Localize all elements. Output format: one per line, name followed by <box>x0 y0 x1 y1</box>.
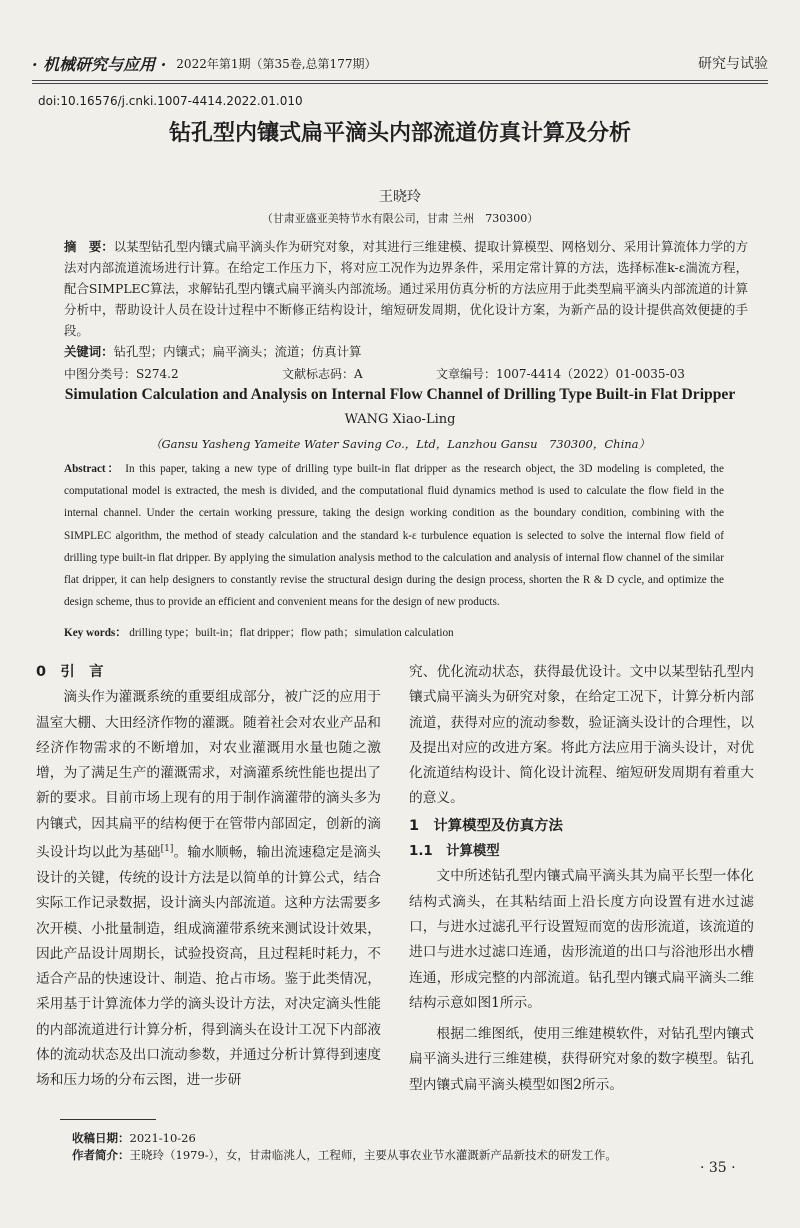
document-code: 文献标志码：A <box>282 367 363 381</box>
classification-row <box>64 365 748 383</box>
received-label: 收稿日期： <box>72 1131 130 1145</box>
footnote-author-bio <box>72 1147 772 1163</box>
body-column-right <box>409 660 754 1098</box>
running-header <box>32 50 768 76</box>
keywords-en <box>64 624 724 640</box>
author-cn: 王晓玲 <box>379 189 421 205</box>
issue-info: 2022年第1期（第35卷,总第177期） <box>176 56 377 71</box>
abstract-en-text: In this paper, taking a new type of drilling type built-in flat dripper as the research object, the 3D modeling is completed, the computational model is extracted, the mesh is divided, and the computational fluid dynamics method is used to calculate the flow field in the internal channel. Under the certain working pressure, taking the design working condition as the boundary condition, combining with the SIMPLEC algorithm, the method of steady calculation and the standard k-ε turbulence equation is selected to solve the internal flow field of drilling type built-in flat dripper. By applying the simulation analysis method to the calculation and analysis of internal flow channel of the similar flat dripper, it can help designers to constantly revise the structural design during the design process, shorten the R & D cycle, and optimize the design scheme, thus to provide an efficient and convenient means for the design of new products. <box>64 463 724 609</box>
abstract-cn-label: 摘 要： <box>64 239 114 254</box>
section-name: 研究与试验 <box>698 56 768 72</box>
footnote-received <box>72 1130 772 1146</box>
journal-name: · 机械研究与应用 · <box>32 54 167 74</box>
citation-ref: [1] <box>160 844 174 855</box>
keywords-cn <box>64 342 748 360</box>
author-en: WANG Xiao-Ling <box>344 412 456 427</box>
doi: doi:10.16576/j.cnki.1007-4414.2022.01.010 <box>38 94 303 108</box>
section-heading-introduction: 0 引 言 <box>36 664 104 680</box>
page-number: · 35 · <box>700 1160 736 1176</box>
introduction-text-cont: 。输水顺畅，输出流速稳定是滴头设计的关键，传统的设计方法是以简单的计算公式，结合实际工作记录数据，设计滴头内部流道。这种方法需要多次开模、小批量制造，组成滴灌带系统来测试设计效果，因此产品设计周期长，试验投资高，且过程耗时耗力，不适合产品的快速设计、制造、抢占市场。鉴于此类情况，采用基于计算流体力学的滴头设计方法，对决定滴头性能的内部流道进行计算分析，得到滴头在设计工况下内部液体的流动状态及出口流动参数，并通过分析计算得到速度场和压力场的分布云图，进一步研 <box>36 844 381 1089</box>
received-date: 2021-10-26 <box>129 1131 196 1145</box>
section-heading-method: 1 计算模型及仿真方法 <box>409 817 563 834</box>
article-number: 文章编号：1007-4414（2022）01-0035-03 <box>436 367 685 381</box>
abstract-en-label: Abstract： <box>64 463 121 475</box>
subsection-heading-model: 1.1 计算模型 <box>409 844 500 860</box>
bio-text: 王晓玲（1979-），女，甘肃临洮人，工程师，主要从事农业节水灌溉新产品新技术的研发工作。 <box>129 1148 617 1162</box>
title-en: Simulation Calculation and Analysis on Internal Flow Channel of Drilling Type Built-in Flat Dripper <box>64 386 736 403</box>
model-paragraph-2: 根据二维图纸，使用三维建模软件，对钻孔型内镶式扁平滴头进行三维建模，获得研究对象的数字模型。钻孔型内镶式扁平滴头模型如图2所示。 <box>409 1026 754 1093</box>
introduction-continued: 究、优化流动状态，获得最优设计。文中以某型钻孔型内镶式扁平滴头为研究对象，在给定工况下，计算分析内部流道，获得对应的流动参数，验证滴头设计的合理性，以及提出对应的改进方案。将此方法应用于滴头设计，对优化流道结构设计、简化设计流程、缩短研发周期有着重大的意义。 <box>409 664 754 807</box>
clc-number: 中图分类号：S274.2 <box>64 367 179 381</box>
abstract-cn <box>64 236 748 341</box>
keywords-cn-label: 关键词： <box>64 344 114 359</box>
footnote-rule <box>60 1119 156 1120</box>
header-rule <box>32 80 768 81</box>
keywords-en-label: Key words： <box>64 627 127 639</box>
model-paragraph-1: 文中所述钻孔型内镶式扁平滴头其为扁平长型一体化结构式滴头，在其粘结面上沿长度方向设置有进水过滤口，与进水过滤孔平行设置短而宽的齿形流道，该流道的进口与进水过滤口连通，齿形流道的出口与浴池形出水槽连通，形成完整的内部流道。钻孔型内镶式扁平滴头二维结构示意如图1所示。 <box>409 868 754 1011</box>
header-rule-thin <box>32 83 768 84</box>
title-cn: 钻孔型内镶式扁平滴头内部流道仿真计算及分析 <box>168 120 631 146</box>
keywords-en-text: drilling type；built-in；flat dripper；flow path；simulation calculation <box>129 627 454 639</box>
affiliation-en: （Gansu Yasheng Yameite Water Saving Co.，Ltd，Lanzhou Gansu 730300，China） <box>149 437 651 451</box>
introduction-text: 滴头作为灌溉系统的重要组成部分，被广泛的应用于温室大棚、大田经济作物的灌溉。随着社会对农业产品和经济作物需求的不断增加，对农业灌溉用水量也随之激增，为了满足生产的灌溉需求，对滴灌系统性能也提出了新的要求。目前市场上现有的用于制作滴灌带的滴头多为内镶式，因其扁平的结构便于在管带内部固定，创新的滴头设计均以此为基础 <box>36 689 381 861</box>
bio-label: 作者简介： <box>72 1148 130 1162</box>
abstract-en <box>64 458 724 613</box>
body-column-left <box>36 660 381 1094</box>
keywords-cn-text: 钻孔型；内镶式；扁平滴头；流道；仿真计算 <box>113 344 362 359</box>
introduction-paragraph <box>36 685 381 1093</box>
abstract-cn-text: 以某型钻孔型内镶式扁平滴头作为研究对象，对其进行三维建模、提取计算模型、网格划分、采用计算流体力学的方法对内部流道流场进行计算。在给定工作压力下，将对应工况作为边界条件，采用定常计算的方法，选择标准k-ε湍流方程，配合SIMPLEC算法，求解钻孔型内镶式扁平滴头内部流场。通过采用仿真分析的方法应用于此类型扁平滴头内部流道的计算分析中，帮助设计人员在设计过程中不断修正结构设计，缩短研发周期，优化设计方案，为新产品的设计提供高效便捷的手段。 <box>64 239 749 338</box>
affiliation-cn: （甘肃亚盛亚美特节水有限公司，甘肃 兰州 730300） <box>261 212 539 225</box>
